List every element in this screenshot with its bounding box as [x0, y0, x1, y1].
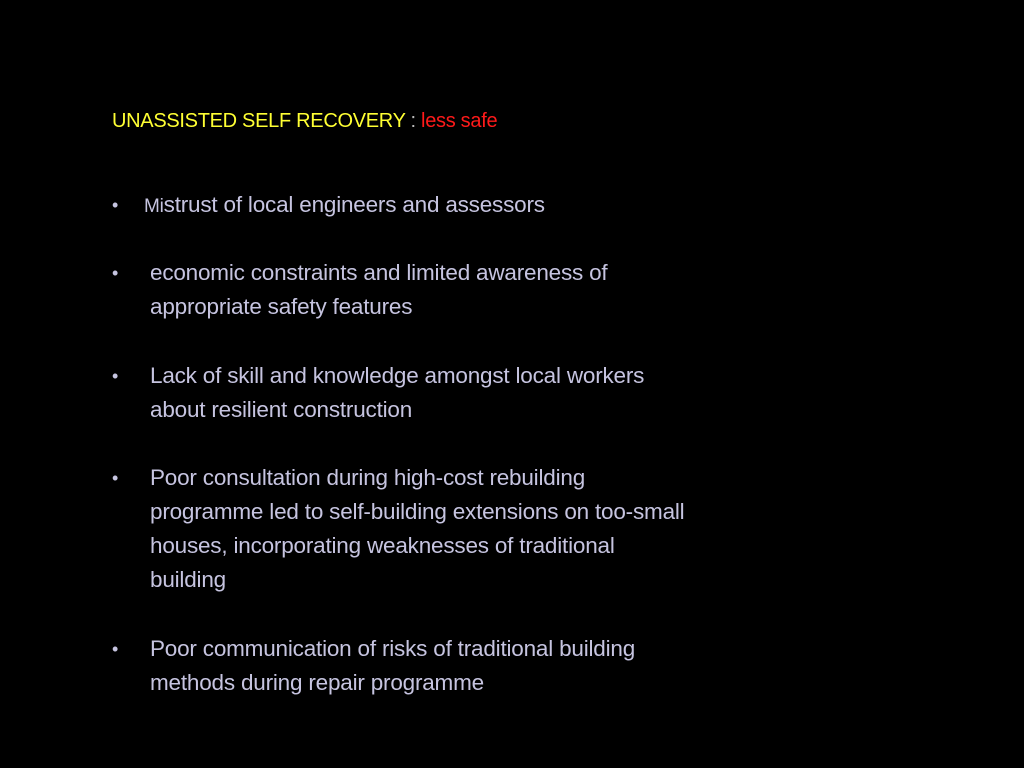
title-subtitle: less safe [421, 110, 498, 132]
bullet-icon: • [112, 195, 119, 215]
title-separator: : [405, 110, 422, 132]
bullet-item: • Mistrust of local engineers and assessors [112, 188, 545, 224]
slide-title [112, 110, 497, 133]
bullet-item: • Poor communication of risks of traditional building methods during repair programme [112, 632, 635, 700]
bullet-icon: • [112, 366, 119, 386]
title-main: UNASSISTED SELF RECOVERY [112, 110, 406, 132]
bullet-item: • Poor consultation during high-cost rebuilding programme led to self-building extensions on too-small houses, incorporating weaknesses of traditional building [112, 461, 684, 597]
bullet-item: • Lack of skill and knowledge amongst local workers about resilient construction [112, 359, 644, 427]
bullet-item: • economic constraints and limited awareness of appropriate safety features [112, 256, 607, 324]
bullet-icon: • [112, 263, 119, 283]
bullet-icon: • [112, 639, 119, 659]
bullet-icon: • [112, 468, 119, 488]
